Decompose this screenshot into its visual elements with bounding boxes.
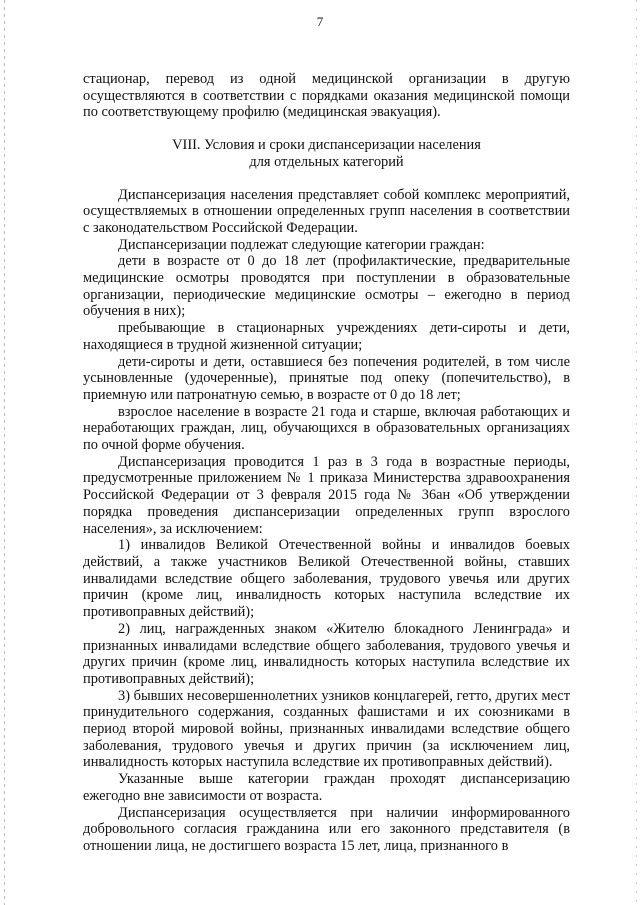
list-item-orphans-adopted: дети-сироты и дети, оставшиеся без попечения родителей, в том числе усыновленные (удочеренные), принятые под опеку (попечительство), в приемную или патронатную семью, в возрасте от 0 до 18 лет; (83, 353, 570, 403)
paragraph-consent: Диспансеризация осуществляется при наличии информированного добровольного согласия гражданина или его законного представителя (в отношении лица, не достигшего возраста 15 лет, лица, признанного в (83, 804, 570, 854)
exception-item-1: 1) инвалидов Великой Отечественной войны и инвалидов боевых действий, а также участников Великой Отечественной войны, ставших инвалидами вследствие общего заболевания, трудового увечья или других причин (кроме лиц, инвалидность которых наступила вследствие их противоправных действий); (83, 537, 570, 621)
scan-edge-right (636, 0, 637, 905)
paragraph-frequency: Диспансеризация проводится 1 раз в 3 года в возрастные периоды, предусмотренные приложением № 1 приказа Министерства здравоохранения Российской Федерации от 3 февраля 2015 года № 36ан «Об утверждении порядка проведения диспансеризации определенных групп взрослого населения», за исключением: (83, 453, 570, 537)
list-item-adults: взрослое население в возрасте 21 года и старше, включая работающих и неработающих граждан, лиц, обучающихся в образовательных организациях по очной форме обучения. (83, 403, 570, 454)
intro-paragraph: стационар, перевод из одной медицинской организации в другую осуществляются в соответствии с порядками оказания медицинской помощи по соответствующему профилю (медицинская эвакуация). (83, 71, 570, 121)
page-number: 7 (316, 14, 324, 29)
list-item-orphans-institutions: пребывающие в стационарных учреждениях дети-сироты и дети, находящиеся в трудной жизненной ситуации; (83, 320, 570, 353)
scan-edge-left (4, 0, 5, 905)
paragraph-categories-intro: Диспансеризации подлежат следующие категории граждан: (118, 236, 485, 253)
list-item-children: дети в возрасте от 0 до 18 лет (профилактические, предварительные медицинские осмотры проводятся при поступлении в образовательные организации, периодические медицинские осмотры – ежегодно в период обучения в них); (83, 253, 570, 320)
section-heading-line1: VIII. Условия и сроки диспансеризации населения (172, 137, 481, 154)
paragraph-definition: Диспансеризация населения представляет собой комплекс мероприятий, осуществляемых в отношении определенных групп населения в соответствии с законодательством Российской Федерации. (83, 186, 570, 236)
exception-item-3: 3) бывших несовершеннолетних узников концлагерей, гетто, других мест принудительного содержания, созданных фашистами и их союзниками в период второй мировой войны, признанных инвалидами вследствие общего заболевания, трудового увечья и других причин (за исключением лиц, инвалидность которых наступила вследствие их противоправных действий). (83, 687, 570, 771)
document-body (83, 71, 570, 855)
exception-item-2: 2) лиц, награжденных знаком «Жителю блокадного Ленинграда» и признанных инвалидами вследствие общего заболевания, трудового увечья и других причин (кроме лиц, инвалидность которых наступила вследствие их противоправных действий); (83, 620, 570, 687)
section-heading-line2: для отдельных категорий (249, 153, 404, 170)
paragraph-annual: Указанные выше категории граждан проходят диспансеризацию ежегодно вне зависимости от возраста. (83, 771, 570, 804)
